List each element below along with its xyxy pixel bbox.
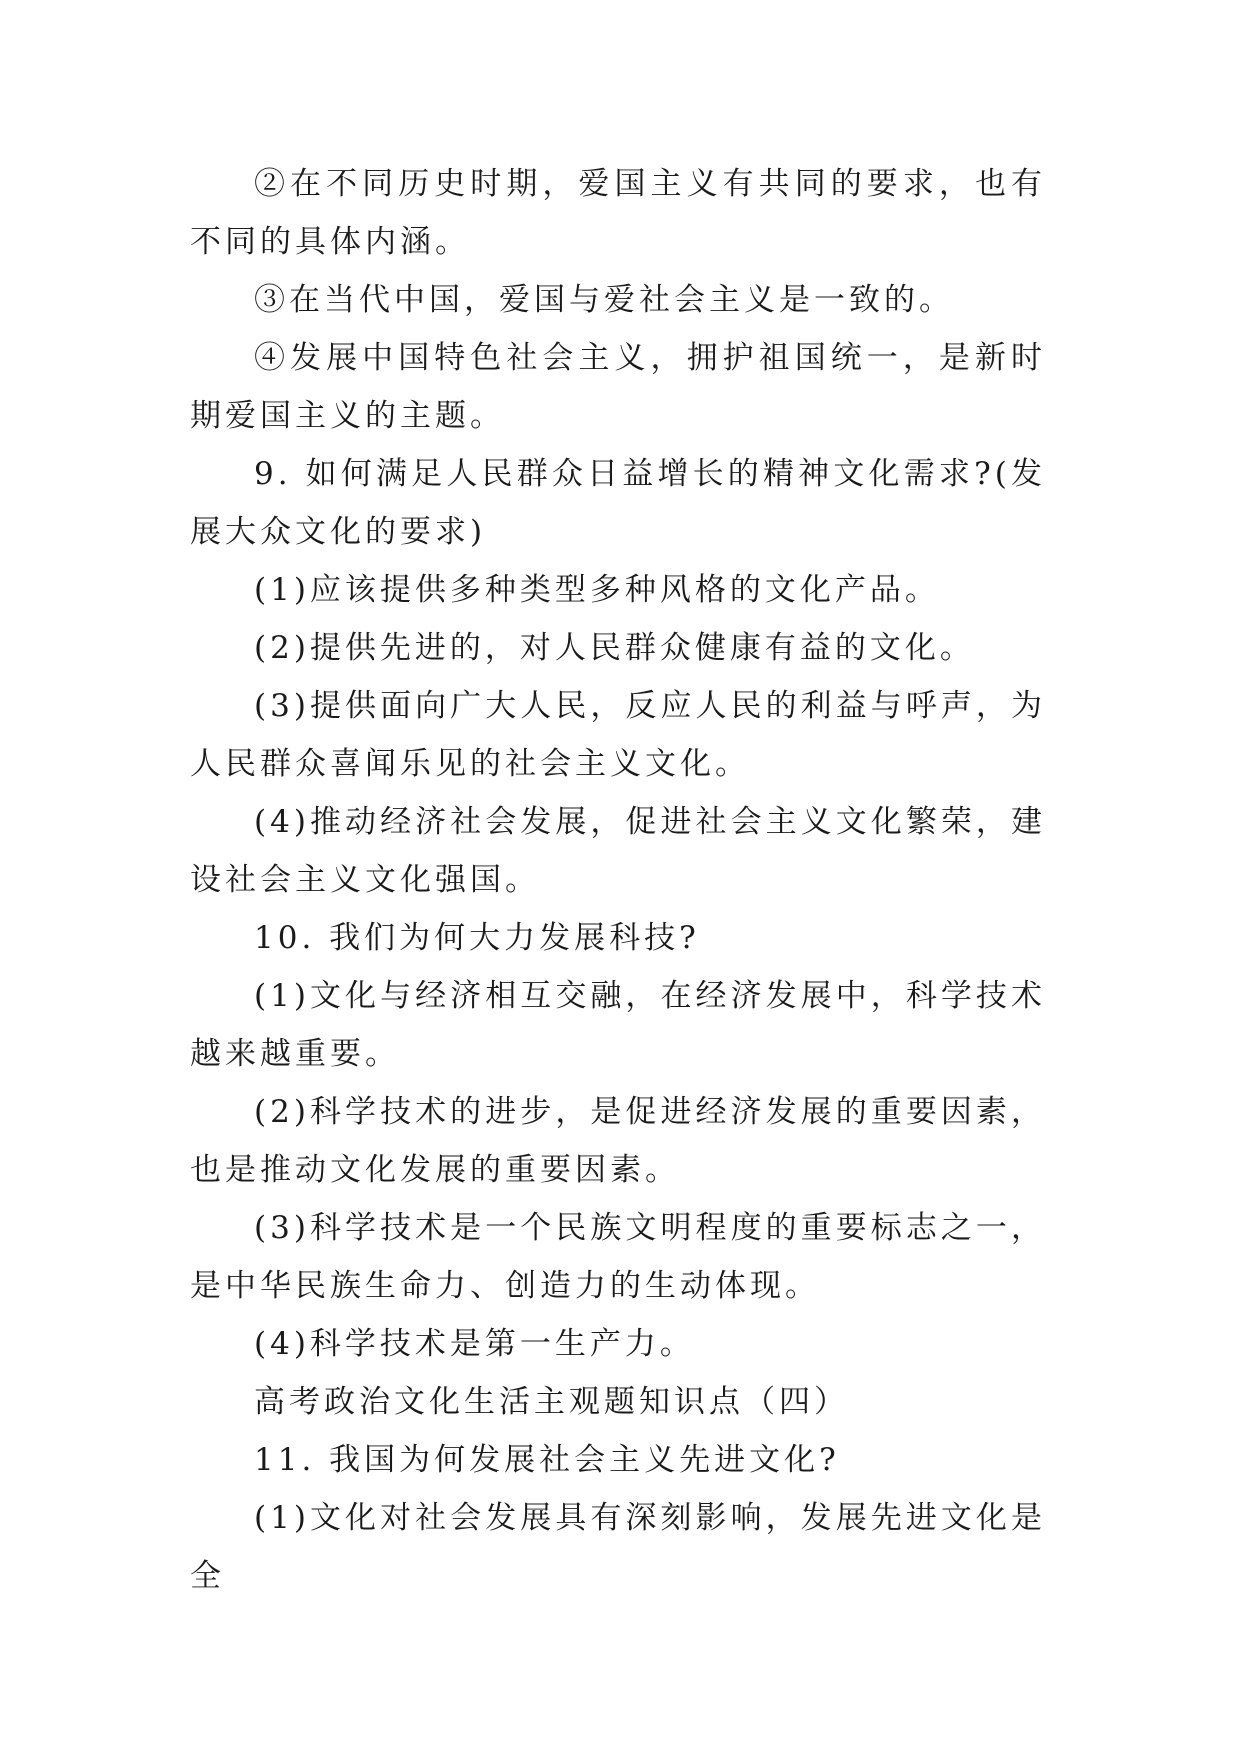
question-9-answer-3: (3)提供面向广大人民，反应人民的利益与呼声，为人民群众喜闻乐见的社会主义文化。 [190, 688, 1046, 782]
question-10-answer-1: (1)文化与经济相互交融，在经济发展中，科学技术越来越重要。 [190, 978, 1046, 1072]
question-10-answer-2: (2)科学技术的进步，是促进经济发展的重要因素，也是推动文化发展的重要因素。 [190, 1094, 1046, 1188]
question-11-heading: 11. 我国为何发展社会主义先进文化? [254, 1442, 840, 1478]
question-9-answer-4: (4)推动经济社会发展，促进社会主义文化繁荣，建设社会主义文化强国。 [190, 804, 1046, 898]
question-9-heading: 9. 如何满足人民群众日益增长的精神文化需求?(发展大众文化的要求) [190, 456, 1046, 550]
question-10-answer-3: (3)科学技术是一个民族文明程度的重要标志之一，是中华民族生命力、创造力的生动体现。 [190, 1210, 1046, 1304]
section-heading-part-4: 高考政治文化生活主观题知识点（四） [254, 1384, 849, 1420]
question-10-answer-4: (4)科学技术是第一生产力。 [254, 1326, 695, 1362]
document-body [190, 155, 1046, 1605]
question-11-answer-1: (1)文化对社会发展具有深刻影响，发展先进文化是全 [190, 1500, 1046, 1594]
question-9-answer-2: (2)提供先进的，对人民群众健康有益的文化。 [254, 630, 975, 666]
paragraph-patriotism-point-3: ③在当代中国，爱国与爱社会主义是一致的。 [254, 282, 954, 318]
paragraph-patriotism-point-2: ②在不同历史时期，爱国主义有共同的要求，也有不同的具体内涵。 [190, 166, 1046, 260]
question-10-heading: 10. 我们为何大力发展科技? [254, 920, 700, 956]
paragraph-patriotism-point-4: ④发展中国特色社会主义，拥护祖国统一，是新时期爱国主义的主题。 [190, 340, 1046, 434]
question-9-answer-1: (1)应该提供多种类型多种风格的文化产品。 [254, 572, 940, 608]
